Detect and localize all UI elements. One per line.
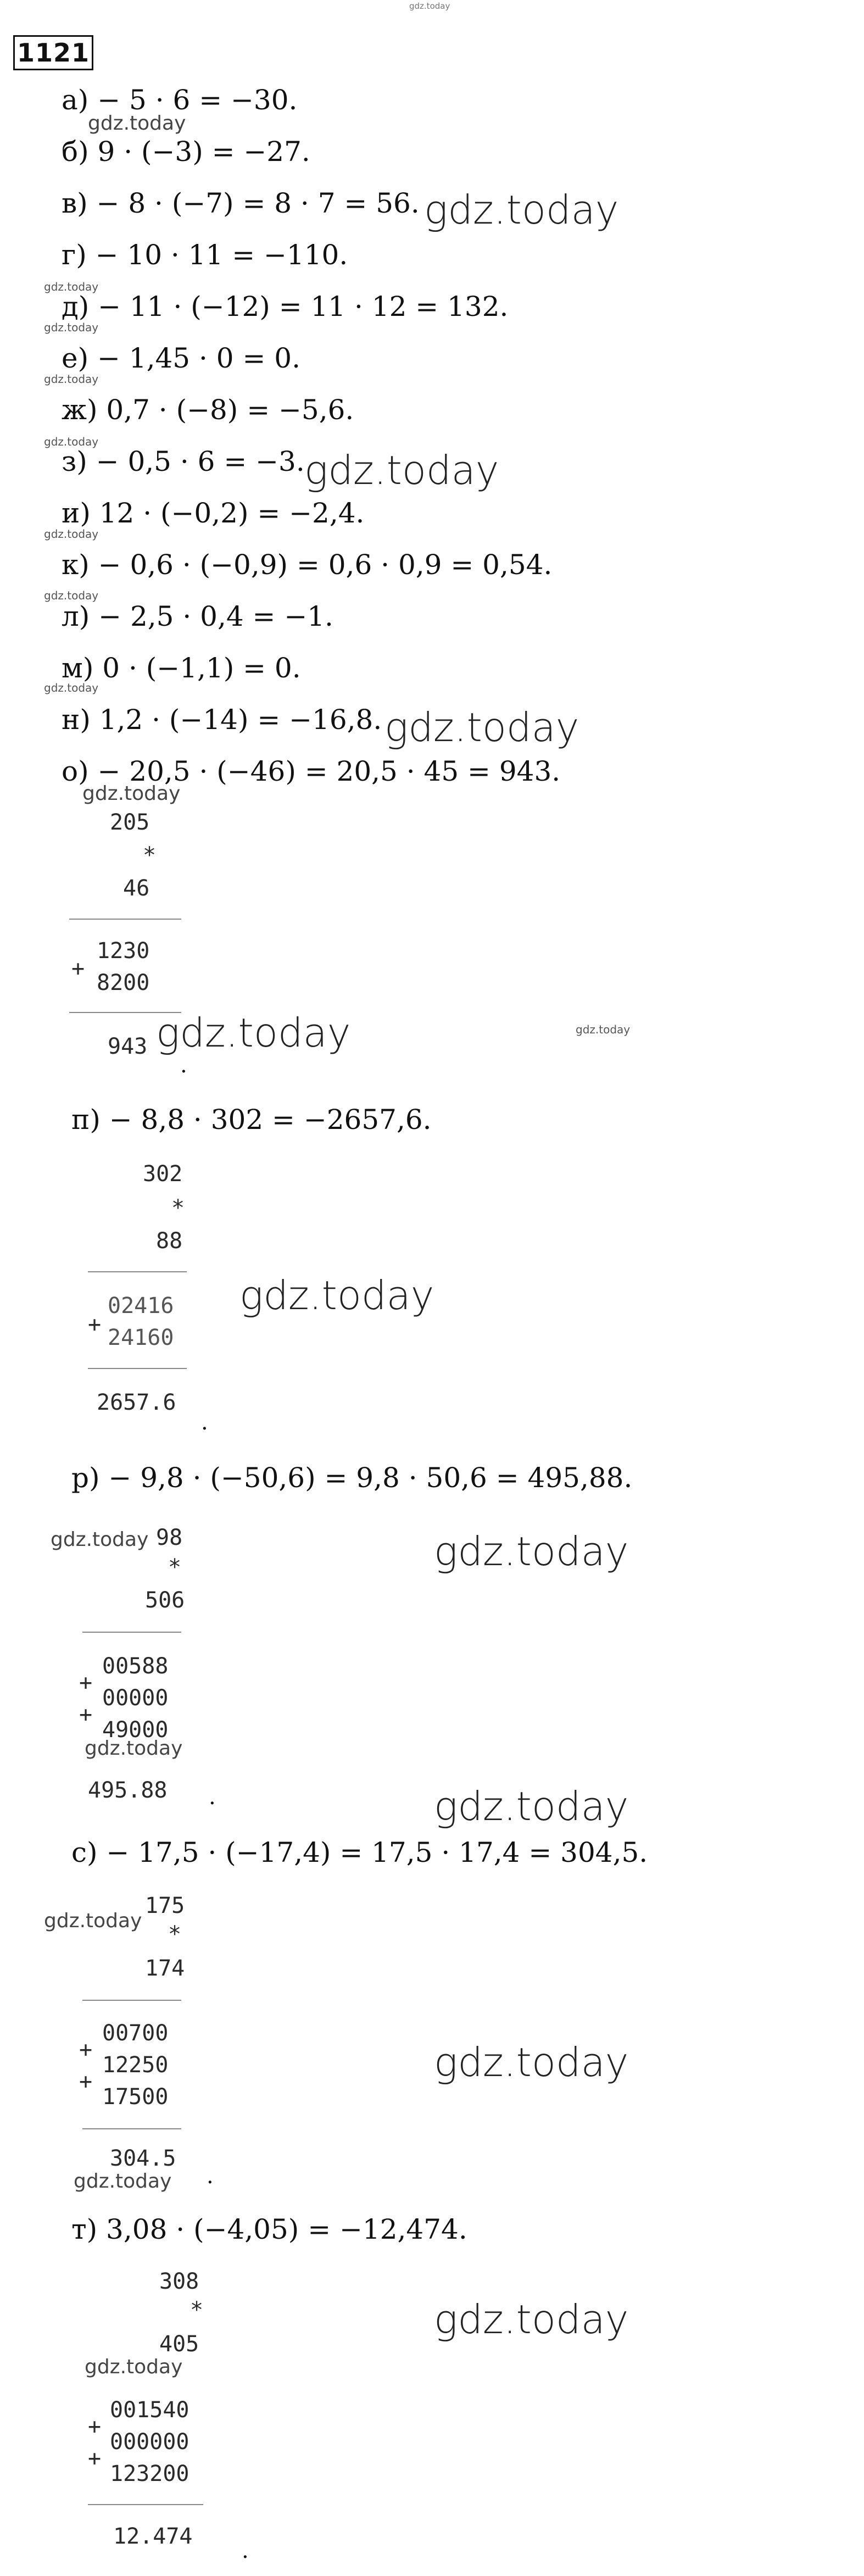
watermark: gdz.today	[44, 372, 99, 386]
calc-p-plus: +	[88, 1312, 102, 1337]
dot: .	[242, 2538, 249, 2563]
line-n: н) 1,2 · (−14) = −16,8.	[62, 704, 382, 736]
line-l: л) − 2,5 · 0,4 = −1.	[62, 600, 333, 632]
calc-t-plus: +	[88, 2414, 102, 2439]
calc-s-partial-3: 17500	[102, 2084, 169, 2110]
dot: .	[180, 1053, 187, 1078]
calc-o-multiplier: 46	[123, 876, 150, 901]
line-k: к) − 0,6 · (−0,9) = 0,6 · 0,9 = 0,54.	[62, 549, 553, 581]
dot: .	[201, 1410, 208, 1435]
calc-t-multiplier: 405	[159, 2332, 199, 2357]
line-t: т) 3,08 · (−4,05) = −12,474.	[71, 2213, 467, 2245]
calc-s-operator: *	[168, 1922, 182, 1947]
watermark: gdz.today	[44, 681, 99, 694]
calc-o-partial-1: 1230	[97, 938, 150, 964]
calc-s-plus: +	[79, 2037, 93, 2062]
calc-p-rule	[88, 1368, 187, 1369]
watermark: gdz.today	[44, 589, 99, 602]
line-zh: ж) 0,7 · (−8) = −5,6.	[62, 394, 354, 426]
calc-r-partial-3: 49000	[102, 1717, 169, 1743]
calc-r-multiplicand: 98	[156, 1525, 183, 1550]
line-z: з) − 0,5 · 6 = −3.	[62, 446, 305, 477]
watermark-top: gdz.today	[409, 1, 450, 11]
calc-p-partial-2: 24160	[108, 1325, 174, 1350]
calc-o-rule	[69, 919, 181, 920]
calc-r-multiplier: 506	[145, 1588, 185, 1613]
watermark: gdz.today	[44, 527, 99, 541]
watermark: gdz.today	[434, 2296, 629, 2343]
problem-number: 1121	[13, 35, 93, 70]
calc-r-plus: +	[79, 1670, 93, 1695]
calc-r-plus: +	[79, 1702, 93, 1727]
watermark: gdz.today	[85, 1737, 183, 1760]
watermark: gdz.today	[576, 1023, 631, 1036]
calc-s-partial-2: 12250	[102, 2052, 169, 2078]
watermark: gdz.today	[239, 1272, 434, 1318]
calc-r-result: 495.88	[88, 1778, 168, 1803]
dot: .	[207, 2163, 214, 2189]
line-r: р) − 9,8 · (−50,6) = 9,8 · 50,6 = 495,88.	[71, 1462, 633, 1494]
calc-s-partial-1: 00700	[102, 2021, 169, 2046]
calc-s-plus: +	[79, 2069, 93, 2094]
calc-o-plus: +	[71, 956, 85, 981]
line-v: в) − 8 · (−7) = 8 · 7 = 56.	[62, 187, 420, 219]
calc-t-partial-1: 001540	[110, 2397, 189, 2423]
watermark: gdz.today	[44, 280, 99, 293]
line-i: и) 12 · (−0,2) = −2,4.	[62, 497, 365, 529]
calc-o-result: 943	[108, 1034, 148, 1059]
calc-r-operator: *	[168, 1555, 182, 1580]
line-d: д) − 11 · (−12) = 11 · 12 = 132.	[62, 291, 509, 322]
calc-p-result: 2657.6	[97, 1390, 176, 1415]
line-a: а) − 5 · 6 = −30.	[62, 84, 298, 116]
calc-o-multiplicand: 205	[110, 810, 150, 835]
calc-t-partial-3: 123200	[110, 2461, 189, 2486]
line-p: п) − 8,8 · 302 = −2657,6.	[71, 1104, 432, 1136]
line-s: с) − 17,5 · (−17,4) = 17,5 · 17,4 = 304,5.	[71, 1837, 648, 1868]
calc-t-operator: *	[190, 2297, 204, 2323]
calc-p-partial-1: 02416	[108, 1293, 174, 1318]
watermark: gdz.today	[156, 1010, 351, 1056]
calc-s-result: 304.5	[110, 2146, 176, 2171]
line-o: о) − 20,5 · (−46) = 20,5 · 45 = 943.	[62, 755, 561, 787]
calc-o-partial-2: 8200	[97, 970, 150, 995]
watermark: gdz.today	[434, 1783, 629, 1829]
watermark: gdz.today	[434, 2039, 629, 2085]
calc-s-multiplicand: 175	[145, 1893, 185, 1918]
watermark: gdz.today	[74, 2170, 172, 2193]
line-e: е) − 1,45 · 0 = 0.	[62, 342, 300, 374]
calc-t-result: 12.474	[113, 2524, 193, 2549]
calc-r-partial-1: 00588	[102, 1654, 169, 1679]
watermark: gdz.today	[88, 112, 186, 135]
calc-o-operator: *	[143, 843, 157, 868]
watermark: gdz.today	[82, 782, 181, 805]
calc-r-partial-2: 00000	[102, 1685, 169, 1711]
calc-p-multiplier: 88	[156, 1228, 183, 1254]
watermark: gdz.today	[44, 321, 99, 334]
watermark: gdz.today	[44, 1910, 142, 1932]
calc-p-operator: *	[171, 1195, 185, 1221]
watermark: gdz.today	[424, 187, 619, 233]
calc-t-partial-2: 000000	[110, 2429, 189, 2455]
calc-s-rule	[82, 2000, 181, 2001]
calc-p-rule	[88, 1271, 187, 1272]
watermark: gdz.today	[85, 2356, 183, 2378]
calc-r-rule	[82, 1632, 181, 1633]
watermark: gdz.today	[434, 1528, 629, 1574]
watermark: gdz.today	[384, 704, 579, 750]
line-m: м) 0 · (−1,1) = 0.	[62, 652, 301, 684]
dot: .	[209, 1784, 216, 1810]
calc-t-rule	[88, 2504, 203, 2505]
watermark: gdz.today	[51, 1528, 149, 1551]
calc-t-multiplicand: 308	[159, 2269, 199, 2294]
watermark: gdz.today	[304, 447, 499, 493]
calc-p-multiplicand: 302	[143, 1161, 183, 1187]
calc-s-multiplier: 174	[145, 1956, 185, 1981]
line-g: г) − 10 · 11 = −110.	[62, 239, 348, 271]
line-b: б) 9 · (−3) = −27.	[62, 136, 310, 168]
calc-s-rule	[82, 2128, 181, 2129]
calc-t-plus: +	[88, 2446, 102, 2471]
watermark: gdz.today	[44, 435, 99, 448]
